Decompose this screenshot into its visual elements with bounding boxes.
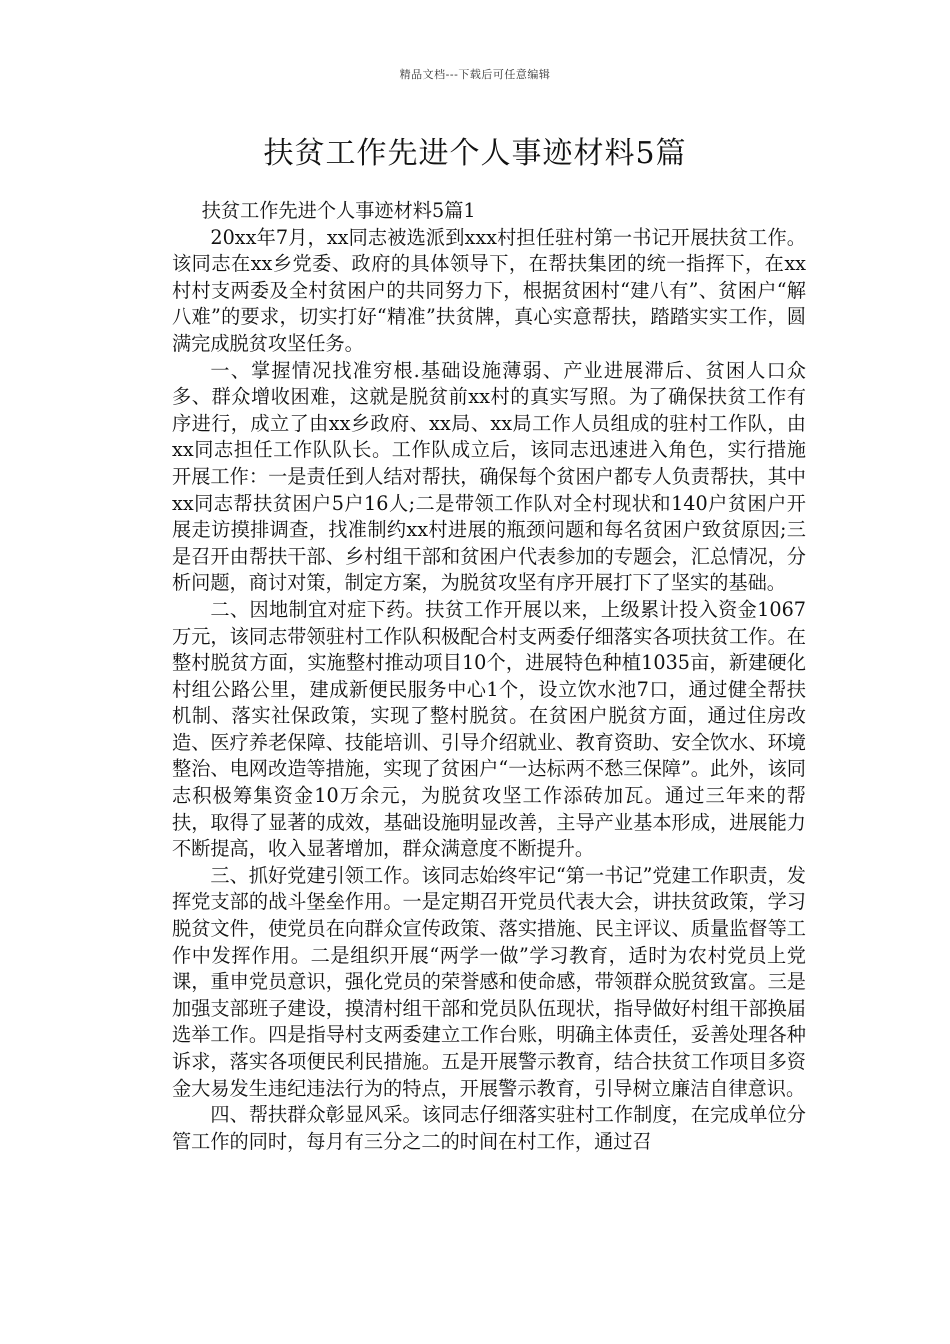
paragraph-section-2: 二、因地制宜对症下药。扶贫工作开展以来，上级累计投入资金1067万元，该同志带领驻村工作队积极配合村支两委仔细落实各项扶贫工作。在整村脱贫方面，实施整村推动项目10个，进展特色种植1035亩，新建硬化村组公路公里，建成新便民服务中心1个，设立饮水池7口，通过健全帮扶机制、落实社保政策，实现了整村脱贫。在贫困户脱贫方面，通过住房改造、医疗养老保障、技能培训、引导介绍就业、教育资助、安全饮水、环境整治、电网改造等措施，实现了贫困户“一达标两不愁三保障”。此外，该同志积极筹集资金10万余元，为脱贫攻坚工作添砖加瓦。通过三年来的帮扶，取得了显著的成效，基础设施明显改善，主导产业基本形成，进展能力不断提高，收入显著增加，群众满意度不断提升。 [172, 597, 806, 861]
paragraph-intro: 20xx年7月，xx同志被选派到xxx村担任驻村第一书记开展扶贫工作。该同志在xx乡党委、政府的具体领导下，在帮扶集团的统一指挥下，在xx村村支两委及全村贫困户的共同努力下，根据贫困村“建八有”、贫困户“解八难”的要求，切实打好“精准”扶贫牌，真心实意帮扶，踏踏实实工作，圆满完成脱贫攻坚任务。 [172, 225, 806, 355]
paragraph-section-1: 一、掌握情况找准穷根.基础设施薄弱、产业进展滞后、贫困人口众多、群众增收困难，这就是脱贫前xx村的真实写照。为了确保扶贫工作有序进行，成立了由xx乡政府、xx局、xx局工作人员组成的驻村工作队，由xx同志担任工作队队长。工作队成立后，该同志迅速进入角色，实行措施开展工作：一是责任到人结对帮扶，确保每个贫困户都专人负责帮扶，其中xx同志帮扶贫困户5户16人;二是带领工作队对全村现状和140户贫困户开展走访摸排调查，找准制约xx村进展的瓶颈问题和每名贫困户致贫原因;三是召开由帮扶干部、乡村组干部和贫困户代表参加的专题会，汇总情况，分析问题，商讨对策，制定方案，为脱贫攻坚有序开展打下了坚实的基础。 [172, 358, 806, 595]
document-title: 扶贫工作先进个人事迹材料5篇 [263, 136, 687, 171]
paragraph-section-3: 三、抓好党建引领工作。该同志始终牢记“第一书记”党建工作职责，发挥党支部的战斗堡垒作用。一是定期召开党员代表大会，讲扶贫政策，学习脱贫文件，使党员在向群众宣传政策、落实措施、民主评议、质量监督等工作中发挥作用。二是组织开展“两学一做”学习教育，适时为农村党员上党课，重申党员意识，强化党员的荣誉感和使命感，带领群众脱贫致富。三是加强支部班子建设，摸清村组干部和党员队伍现状，指导做好村组干部换届选举工作。四是指导村支两委建立工作台账，明确主体责任，妥善处理各种诉求，落实各项便民利民措施。五是开展警示教育，结合扶贫工作项目多资金大易发生违纪违法行为的特点，开展警示教育，引导树立廉洁自律意识。 [172, 863, 806, 1100]
header-note: 精品文档---下载后可任意编辑 [399, 68, 551, 81]
document-subtitle: 扶贫工作先进个人事迹材料5篇1 [201, 199, 476, 222]
paragraph-section-4: 四、帮扶群众彰显风采。该同志仔细落实驻村工作制度，在完成单位分管工作的同时，每月有三分之二的时间在村工作，通过召 [172, 1103, 806, 1153]
document-body [172, 198, 806, 1155]
